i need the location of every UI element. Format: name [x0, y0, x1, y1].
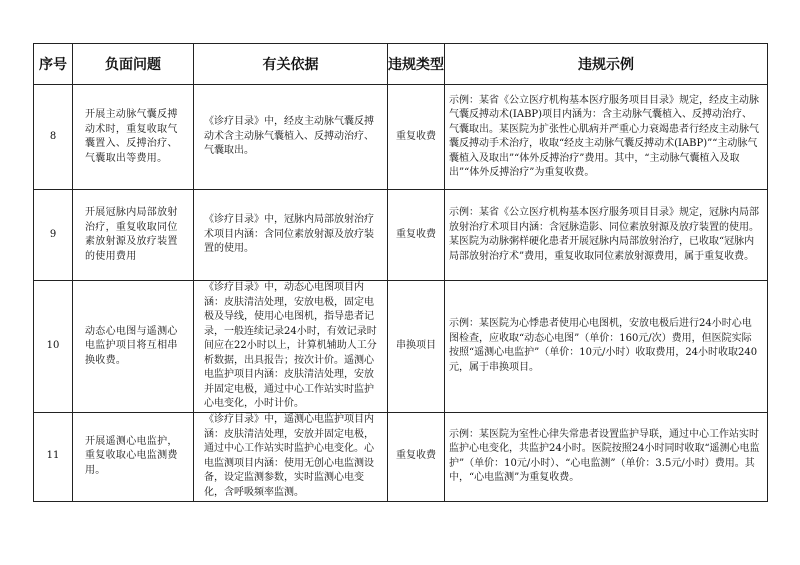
issue-cell: 开展主动脉气囊反搏动术时，重复收取气囊置入、反搏治疗、气囊取出等费用。 — [73, 85, 194, 190]
violation-type-cell: 串换项目 — [388, 281, 445, 413]
header-basis: 有关依据 — [194, 44, 388, 85]
row-number: 9 — [34, 190, 73, 281]
issue-cell: 开展遥测心电监护，重复收取心电监测费用。 — [73, 412, 194, 501]
issue-cell: 开展冠脉内局部放射治疗，重复收取同位素放射源及放疗装置的使用费用 — [73, 190, 194, 281]
header-negative-issue: 负面问题 — [73, 44, 194, 85]
example-cell: 示例：某省《公立医疗机构基本医疗服务项目目录》规定，经皮主动脉气囊反搏动术(IABP)项目内涵为：含主动脉气囊植入、反搏动治疗、气囊取出。某医院为扩张性心肌病并严重心力衰竭患者行经皮主动脉气囊反搏动手术治疗，收取“经皮主动脉气囊反搏动术(IABP)”“主动脉气囊植入及取出”“体外反搏治疗”费用。其中，“主动脉气囊植入及取出”“体外反搏治疗”为重复收费。 — [445, 85, 768, 190]
table-row — [34, 190, 768, 281]
table-row — [34, 412, 768, 501]
violation-type-cell: 重复收费 — [388, 412, 445, 501]
table-row — [34, 85, 768, 190]
basis-cell: 《诊疗目录》中，经皮主动脉气囊反搏动术含主动脉气囊植入、反搏动治疗、气囊取出。 — [194, 85, 388, 190]
document-page — [33, 43, 767, 502]
row-number: 11 — [34, 412, 73, 501]
row-number: 8 — [34, 85, 73, 190]
header-violation-example: 违规示例 — [445, 44, 768, 85]
table-row — [34, 281, 768, 413]
violation-type-cell: 重复收费 — [388, 190, 445, 281]
example-cell: 示例：某医院为心悸患者使用心电图机，安放电极后进行24小时心电图检查，应收取“动态心电图”（单价：160元/次）费用，但医院实际按照“遥测心电监护”（单价：10元/小时）收取费用，24小时收取240元，属于串换项目。 — [445, 281, 768, 413]
example-cell: 示例：某医院为室性心律失常患者设置监护导联，通过中心工作站实时监护心电变化，共监护24小时。医院按照24小时同时收取“遥测心电监护”（单价：10元/小时）、“心电监测”（单价：3.5元/小时）费用。其中，“心电监测”为重复收费。 — [445, 412, 768, 501]
table-header-row — [34, 44, 768, 85]
basis-cell: 《诊疗目录》中，遥测心电监护项目内涵：皮肤清洁处理，安放并固定电极，通过中心工作站实时监护心电变化。心电监测项目内涵：使用无创心电监测设备，设定监测参数，实时监测心电变化，含呼吸频率监测。 — [194, 412, 388, 501]
issue-cell: 动态心电图与遥测心电监护项目将互相串换收费。 — [73, 281, 194, 413]
row-number: 10 — [34, 281, 73, 413]
basis-cell: 《诊疗目录》中，冠脉内局部放射治疗术项目内涵：含同位素放射源及放疗装置的使用。 — [194, 190, 388, 281]
example-cell: 示例：某省《公立医疗机构基本医疗服务项目目录》规定，冠脉内局部放射治疗术项目内涵：含冠脉造影、同位素放射源及放疗装置的使用。某医院为动脉粥样硬化患者开展冠脉内局部放射治疗，已收取“冠脉内局部放射治疗术”费用，重复收取同位素放射源费用，属于重复收费。 — [445, 190, 768, 281]
violation-type-cell: 重复收费 — [388, 85, 445, 190]
basis-cell: 《诊疗目录》中，动态心电图项目内涵：皮肤清洁处理，安放电极，固定电极及导线，使用心电图机，指导患者记录，一般连续记录24小时，有效记录时间应在22小时以上，计算机辅助人工分析数据，出具报告；按次计价。遥测心电监护项目内涵：皮肤清洁处理，安放并固定电极，通过中心工作站实时监护心电变化，小时计价。 — [194, 281, 388, 413]
header-violation-type: 违规类型 — [388, 44, 445, 85]
violation-table — [33, 43, 768, 502]
header-serial-number: 序号 — [34, 44, 73, 85]
